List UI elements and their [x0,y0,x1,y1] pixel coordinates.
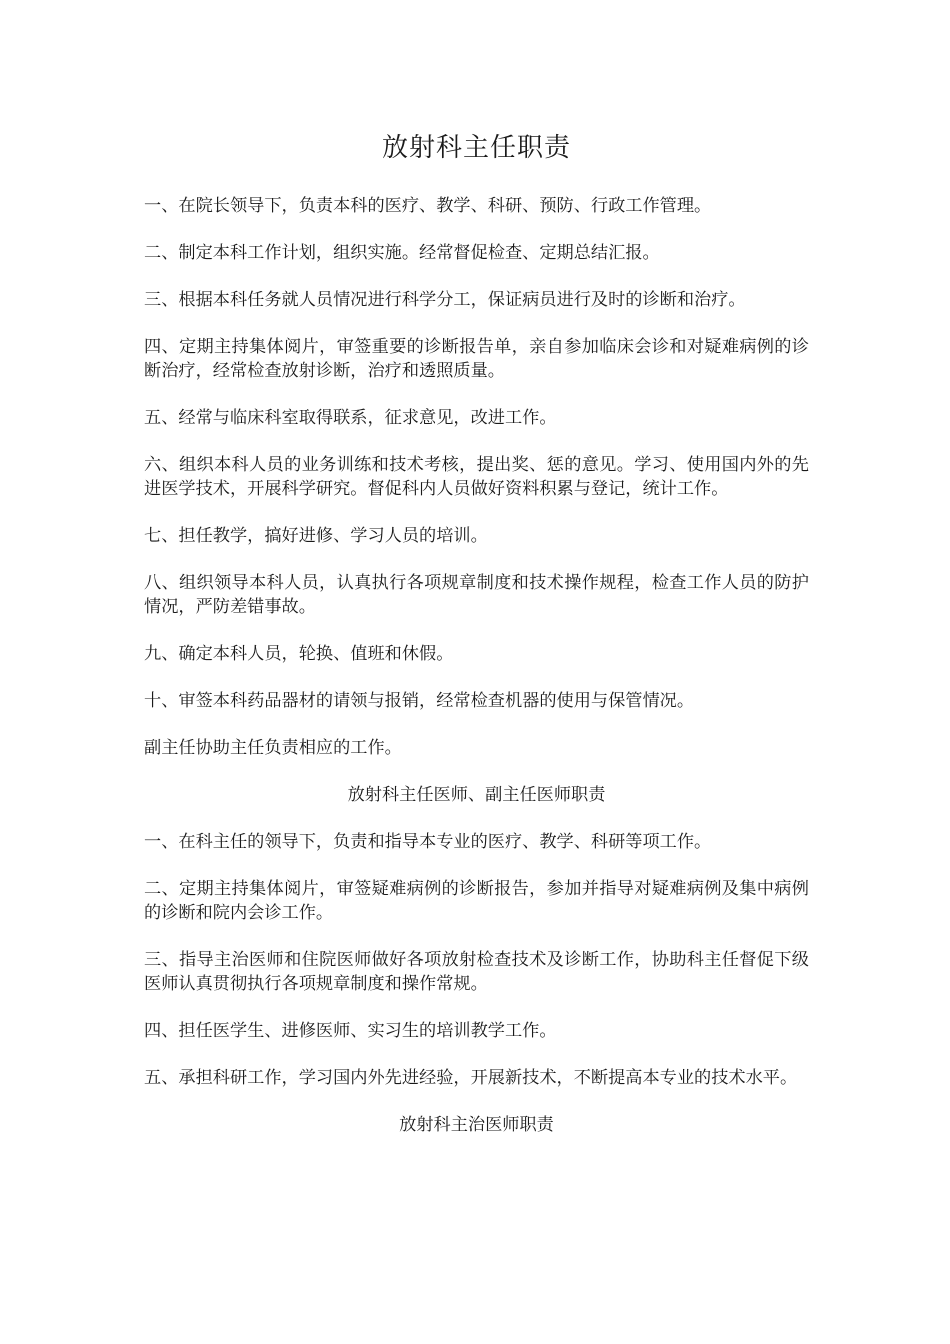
duty-item-5: 五、经常与临床科室取得联系，征求意见，改进工作。 [144,408,557,428]
chief-duty-item-3: 三、指导主治医师和住院医师做好各项放射检查技术及诊断工作，协助科主任督促下级医师认真贯彻执行各项规章制度和操作常规。 [144,950,809,994]
document-content [144,128,809,1160]
deputy-director-note: 副主任协助主任负责相应的工作。 [144,738,402,758]
duty-item-7: 七、担任教学，搞好进修、学习人员的培训。 [144,526,488,546]
section-title-attending-physician: 放射科主治医师职责 [399,1115,554,1135]
chief-duty-item-5: 五、承担科研工作，学习国内外先进经验，开展新技术，不断提高本专业的技术水平。 [144,1068,798,1088]
section-title-chief-physician: 放射科主任医师、副主任医师职责 [347,785,606,805]
duty-item-4: 四、定期主持集体阅片，审签重要的诊断报告单，亲自参加临床会诊和对疑难病例的诊断治疗，经常检查放射诊断，治疗和透照质量。 [144,337,809,381]
duty-item-8: 八、组织领导本科人员，认真执行各项规章制度和技术操作规程，检查工作人员的防护情况，严防差错事故。 [144,573,809,617]
chief-duty-item-4: 四、担任医学生、进修医师、实习生的培训教学工作。 [144,1021,557,1041]
duty-item-10: 十、审签本科药品器材的请领与报销，经常检查机器的使用与保管情况。 [144,691,695,711]
chief-duty-item-1: 一、在科主任的领导下，负责和指导本专业的医疗、教学、科研等项工作。 [144,832,712,852]
duty-item-2: 二、制定本科工作计划，组织实施。经常督促检查、定期总结汇报。 [144,243,660,263]
page-title: 放射科主任职责 [381,133,571,163]
duty-item-6: 六、组织本科人员的业务训练和技术考核，提出奖、惩的意见。学习、使用国内外的先进医学技术，开展科学研究。督促科内人员做好资料积累与登记，统计工作。 [144,455,809,499]
duty-item-9: 九、确定本科人员，轮换、值班和休假。 [144,644,454,664]
duty-item-3: 三、根据本科任务就人员情况进行科学分工，保证病员进行及时的诊断和治疗。 [144,290,746,310]
duty-item-1: 一、在院长领导下，负责本科的医疗、教学、科研、预防、行政工作管理。 [144,196,712,216]
chief-duty-item-2: 二、定期主持集体阅片，审签疑难病例的诊断报告，参加并指导对疑难病例及集中病例的诊断和院内会诊工作。 [144,879,809,923]
